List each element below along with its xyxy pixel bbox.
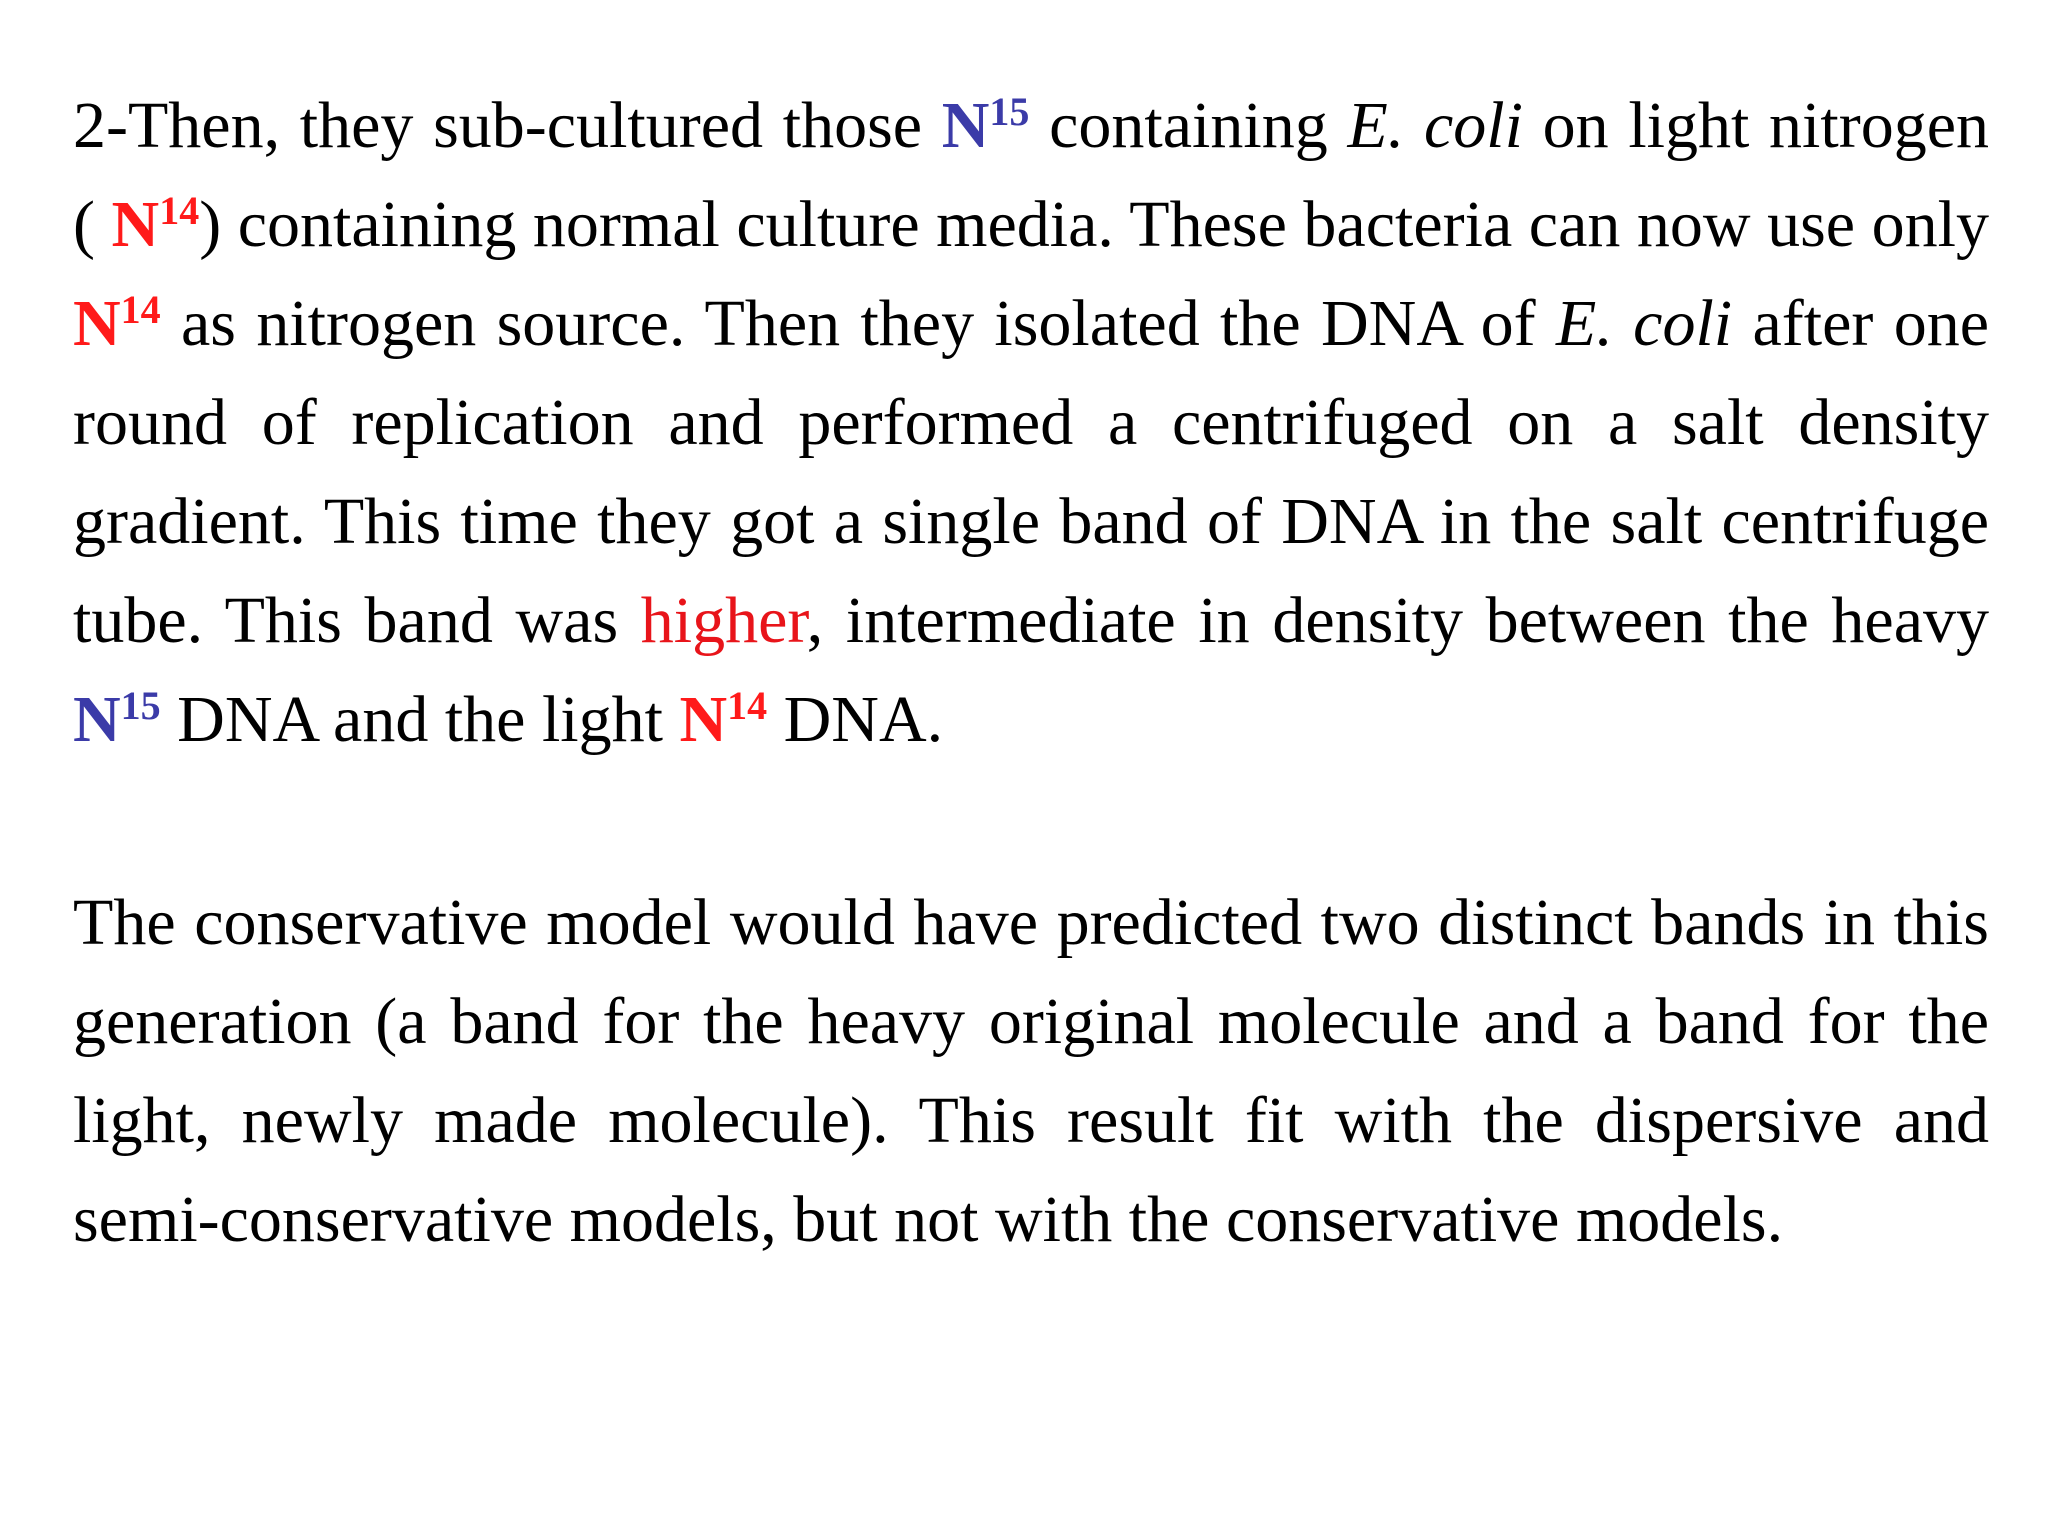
isotope-n14-label bbox=[73, 287, 161, 360]
species-name: E. coli bbox=[1347, 89, 1523, 162]
isotope-n15-label bbox=[73, 683, 161, 756]
isotope-base: N bbox=[679, 683, 728, 756]
isotope-superscript: 14 bbox=[727, 683, 768, 728]
text-run: ) containing normal culture media. These bacteria can now use only bbox=[199, 188, 1989, 261]
isotope-superscript: 14 bbox=[120, 287, 161, 332]
isotope-n15-label bbox=[942, 89, 1030, 162]
isotope-base: N bbox=[111, 188, 160, 261]
isotope-superscript: 15 bbox=[989, 89, 1030, 134]
isotope-base: N bbox=[73, 683, 121, 756]
text-run: after one round of replication and performed a centrifuged on a salt density gradient. This time they got a single band of DNA in the salt centrifuge tube. This band was bbox=[73, 287, 1989, 657]
isotope-base: N bbox=[941, 89, 990, 162]
isotope-superscript: 15 bbox=[120, 683, 161, 728]
text-run: 2-Then, they sub-cultured those bbox=[73, 89, 942, 162]
species-name: E. coli bbox=[1556, 287, 1733, 360]
text-run: containing bbox=[1029, 89, 1348, 162]
text-run: on light nitrogen ( bbox=[73, 89, 1989, 261]
highlighted-word: higher bbox=[640, 584, 807, 657]
isotope-base: N bbox=[73, 287, 121, 360]
isotope-superscript: 14 bbox=[159, 188, 200, 233]
isotope-n14-label bbox=[112, 188, 200, 261]
text-run: DNA. bbox=[767, 683, 944, 756]
text-run: , intermediate in density between the heavy bbox=[806, 584, 1989, 657]
text-run: DNA and the light bbox=[160, 683, 680, 756]
isotope-n14-label bbox=[679, 683, 767, 756]
paragraph-conservative-model: The conservative model would have predicted two distinct bands in this generation (a band for the heavy original molecule and a band for the light, newly made molecule). This result fit with the dispersive and semi-conservative models, but not with the conservative models. bbox=[73, 886, 1989, 1256]
paragraph-then-subcultured bbox=[73, 76, 1989, 769]
text-run: as nitrogen source. Then they isolated the DNA of bbox=[160, 287, 1557, 360]
